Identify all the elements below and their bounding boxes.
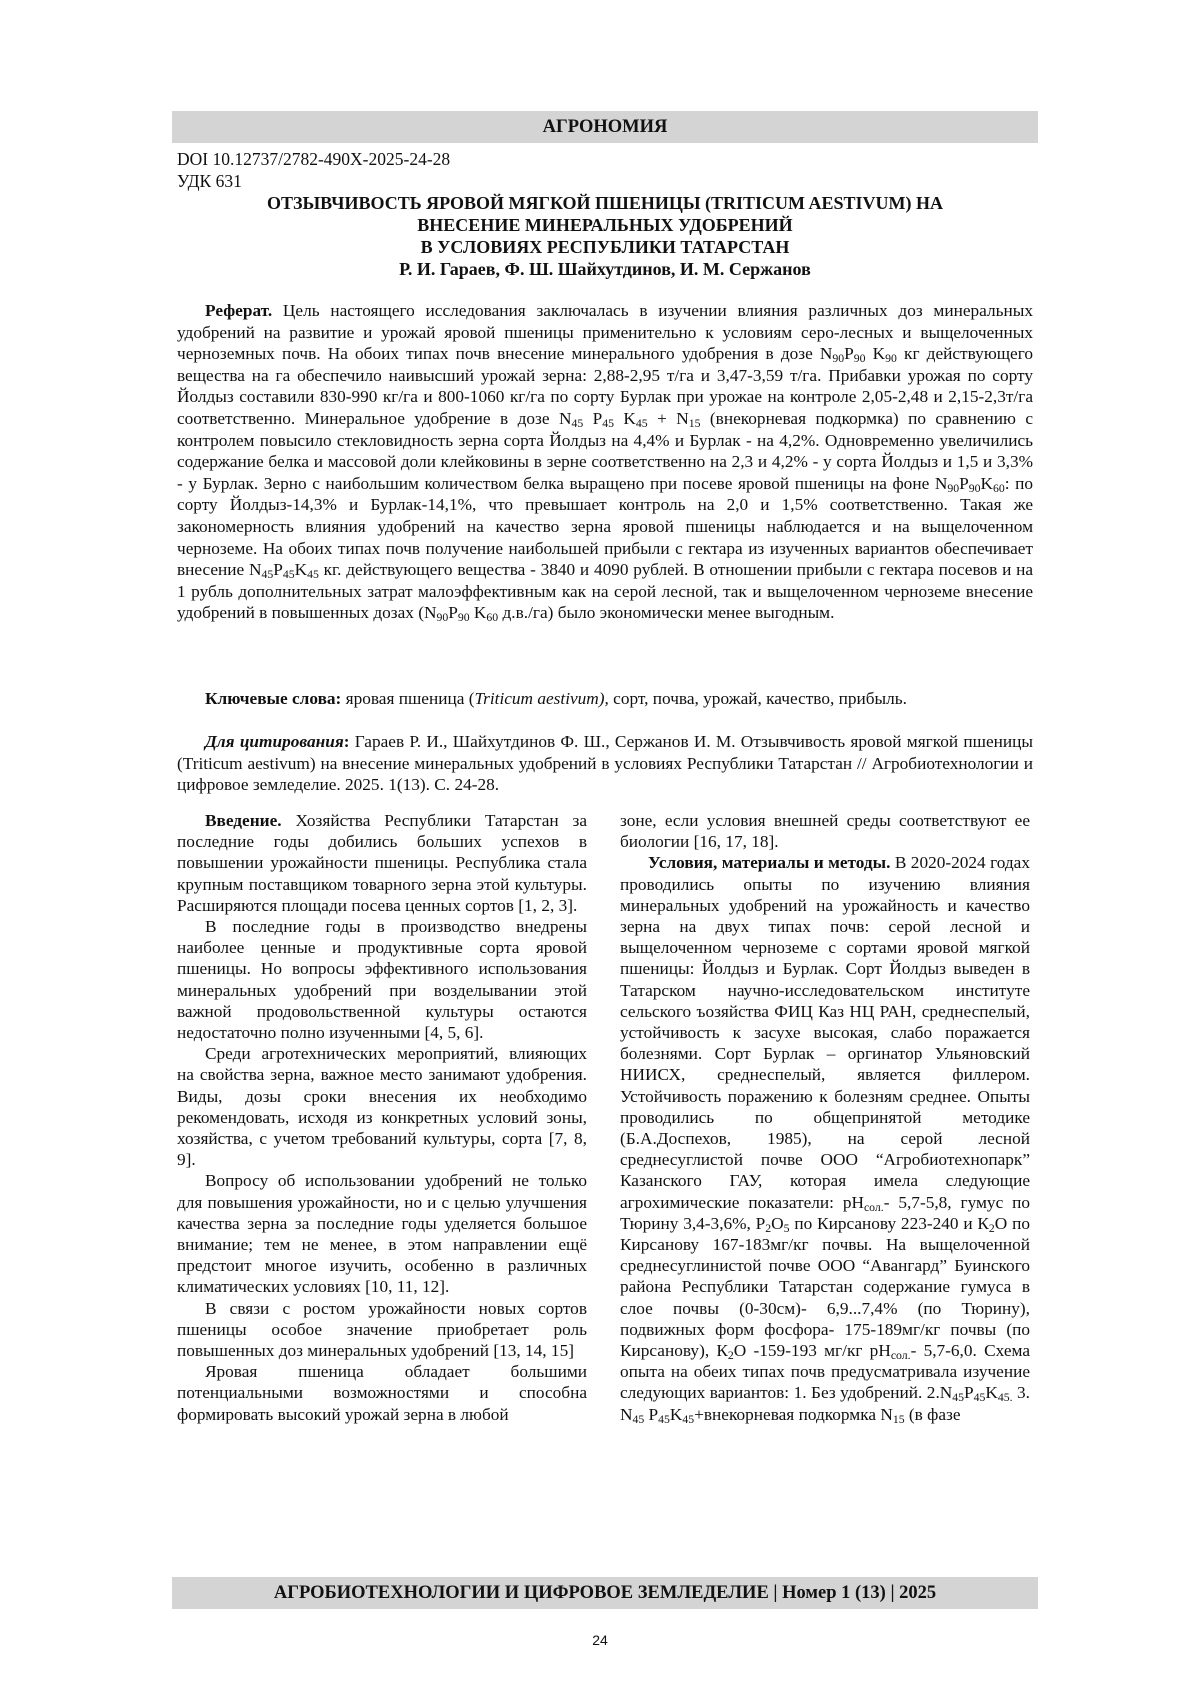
methods-label: Условия, материалы и методы. [648, 853, 891, 873]
paragraph: Яровая пшеница обладает большими потенциальными возможностями и способна формировать высокий урожай зерна в любой [177, 1362, 587, 1424]
section-header: АГРОНОМИЯ [172, 111, 1038, 143]
paragraph: Условия, материалы и методы. В 2020-2024 годах проводились опыты по изучению влияния минеральных удобрений на урожайность и качество зерна на двух типах почв: серой лесной и выщелоченном черноземе с сортами яровой мягкой пшеницы: Йолдыз и Бурлак. Сорт Йолдыз выведен в Татарском научно-исследовательском институте сельского ъозяйства ФИЦ Каз НЦ РАН, среднеспелый, устойчивость к засухе высокая, слабо поражается болезнями. Сорт Бурлак – оргинатор Ульяновский НИИСХ, среднеспелый, является филлером. Устойчивость поражению к болезням среднее. Опыты проводились по общепринятой методике (Б.А.Доспехов, 1985), на серой лесной среднесуглистой почве ООО “Агробиотехнопарк” Казанского ГАУ, которая имела следующие агрохимические показатели: $рН_{сол.}-$ 5,7-5,8, гумус по Тюрину 3,4-3,6%, $Р_2О_5$ по Кирсанову 223-240 и $К_2О$ по Кирсанову 167-183мг/кг почвы. На выщелоченной среднесуглинистой почве ООО “Авангард” Буинского района Республики Татарстан содержание гумуса в слое почвы (0-30см)- 6,9...7,4% (по Тюрину), подвижных форм фосфора- 175-189мг/кг почвы (по Кирсанову), $К_2О$ -159-193 мг/кг $рН_{сол.}-$ 5,7-6,0. Схема опыта на обеих типах почв предусматривала изучение следующих вариантов: 1. Без удобрений. $2.N_{45}P_{45}K_{45.}$ 3. $N_{45}$ $P_{45}K_{45}+внекорневая$ подкормка $N_{15}$ (в фазе [620, 853, 1030, 1426]
udk: УДК 631 [177, 171, 242, 191]
page-number: 24 [592, 1632, 608, 1648]
abstract: Реферат. Цель настоящего исследования заключалась в изучении влияния различных доз минеральных удобрений на развитие и урожай яровой пшеницы применительно к условиям серо-лесных и выщелоченных черноземных почв. На обоих типах почв внесение минерального удобрения в дозе $N_{90}P_{90}$ $K_{90}$ кг действующего вещества на га обеспечило наивысший урожай зерна: 2,88-2,95 т/га и 3,47-3,59 т/га. Прибавки урожая по сорту Йолдыз составили 830-990 кг/га и 800-1060 кг/га по сорту Бурлак при урожае на контроле 2,05-2,48 и 2,15-2,3т/га соответственно. Минеральное удобрение в дозе $N_{45}$ $P_{45}$ $K_{45} + N_{15}$ (внекорневая подкормка) по сравнению с контролем повысило стекловидность зерна сорта Йолдыз на 4,4% и Бурлак - на 4,2%. Одновременно увеличились содержание белка и массовой доли клейковины в зерне соответственно на 2,3 и 4,2% - у сорта Йолдыз и 1,5 и 3,3% - у Бурлак. Зерно с наибольшим количеством белка выращено при посеве яровой пшеницы на фоне $N_{90}P_{90}K_{60}$: по сорту Йолдыз-14,3% и Бурлак-14,1%, что превышает контроль на 2,0 и 1,5% соответственно. Такая же закономерность влияния удобрений на качество зерна яровой пшеницы наблюдается и на выщелоченном черноземе. На обоих типах почв получение наибольшей прибыли с гектара из изученных вариантов обеспечивает внесение $N_{45}P_{45}K_{45}$ кг. действующего вещества - 3840 и 4090 рублей. В отношении прибыли с гектара посевов и на 1 рубль дополнительных затрат малоэффективным как на серой лесной, так и выщелоченном черноземе внесение удобрений в повышенных дозах ($N_{90}P_{90}$ $K_{60}$ д.в./га) было экономически менее выгодным. [177, 301, 1034, 625]
left-column [177, 810, 587, 1425]
paragraph: Введение. Хозяйства Республики Татарстан за последние годы добились больших успехов в повышении урожайности пшеницы. Республика стала крупным поставщиком товарного зерна этой культуры. Расширяются площади посева ценных сортов [1, 2, 3]. [177, 811, 587, 915]
paragraph: зоне, если условия внешней среды соответствуют ее биологии [16, 17, 18]. [620, 811, 1030, 852]
paragraph: В последние годы в производство внедрены наиболее ценные и продуктивные сорта яровой пшеницы. Но вопросы эффективного использования минеральных удобрений при возделывании этой важной продовольственной культуры остаются недостаточно полно изученными [4, 5, 6]. [177, 917, 587, 1043]
title-line: ВНЕСЕНИЕ МИНЕРАЛЬНЫХ УДОБРЕНИЙ [417, 215, 793, 235]
abstract-label: Реферат. [205, 301, 273, 320]
citation: Для цитирования: Гараев Р. И., Шайхутдинов Ф. Ш., Сержанов И. М. Отзывчивость яровой мягкой пшеницы (Triticum aestivum) на внесение минеральных удобрений в условиях Республики Татарстан // Агробиотехнологии и цифровое земледелие. 2025. 1(13). С. 24-28. [177, 732, 1033, 795]
article-title [172, 192, 1038, 258]
paragraph: Вопросу об использовании удобрений не только для повышения урожайности, но и с целью улучшения качества зерна за последние годы уделяется большое внимание; тем не менее, в этом направлении ещё предстоит многое изучить, особенно в различных климатических условиях [10, 11, 12]. [177, 1171, 587, 1297]
title-line: В УСЛОВИЯХ РЕСПУБЛИКИ ТАТАРСТАН [420, 237, 790, 257]
keywords-label: Ключевые слова: [205, 689, 342, 708]
citation-label: Для цитирования [205, 732, 344, 751]
keywords: Ключевые слова: яровая пшеница (Triticum aestivum), сорт, почва, урожай, качество, прибыль. [205, 689, 907, 708]
journal-footer: АГРОБИОТЕХНОЛОГИИ И ЦИФРОВОЕ ЗЕМЛЕДЕЛИЕ | Номер 1 (13) | 2025 [172, 1577, 1038, 1609]
paragraph: В связи с ростом урожайности новых сортов пшеницы особое значение приобретает роль повышенных доз минеральных удобрений [13, 14, 15] [177, 1298, 587, 1361]
right-column [620, 810, 1030, 1425]
doi: DOI 10.12737/2782-490X-2025-24-28 [177, 149, 451, 169]
intro-label: Введение. [205, 811, 282, 830]
paragraph: Среди агротехнических мероприятий, влияющих на свойства зерна, важное место занимают удобрения. Виды, дозы сроки внесения их необходимо рекомендовать, исходя из конкретных условий зоны, хозяйства, с учетом требований культуры, сорта [7, 8, 9]. [177, 1044, 587, 1170]
title-line: ОТЗЫВЧИВОСТЬ ЯРОВОЙ МЯГКОЙ ПШЕНИЦЫ (TRITICUM AESTIVUM) НА [266, 193, 944, 213]
authors: Р. И. Гараев, Ф. Ш. Шайхутдинов, И. М. Сержанов [399, 259, 811, 279]
